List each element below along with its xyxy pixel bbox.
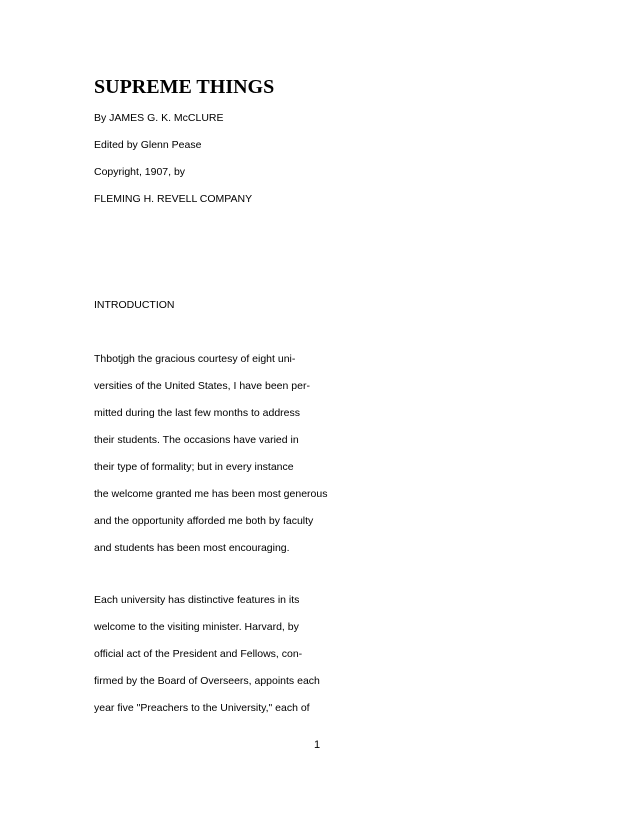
paragraph-line: their students. The occasions have varied in	[94, 434, 299, 446]
section-heading: INTRODUCTION	[94, 299, 175, 311]
paragraph-line: welcome to the visiting minister. Harvard, by	[94, 621, 299, 633]
paragraph-line: year five "Preachers to the University," each of	[94, 702, 310, 714]
publisher-line: FLEMING H. REVELL COMPANY	[94, 193, 253, 205]
editor-credit: Edited by Glenn Pease	[94, 139, 202, 151]
paragraph-line: the welcome granted me has been most generous	[94, 488, 328, 500]
paragraph-line: their type of formality; but in every instance	[94, 461, 294, 473]
document-title: SUPREME THINGS	[94, 76, 275, 98]
paragraph-line: versities of the United States, I have been per-	[94, 380, 310, 392]
paragraph-line: Thbotjgh the gracious courtesy of eight uni-	[94, 353, 296, 365]
paragraph-line: Each university has distinctive features in its	[94, 594, 300, 606]
paragraph-line: firmed by the Board of Overseers, appoints each	[94, 675, 320, 687]
byline: By JAMES G. K. McCLURE	[94, 112, 224, 124]
paragraph-line: official act of the President and Fellows, con-	[94, 648, 303, 660]
paragraph-line: and students has been most encouraging.	[94, 542, 290, 554]
page-number: 1	[314, 739, 321, 751]
copyright-line: Copyright, 1907, by	[94, 166, 186, 178]
paragraph-line: and the opportunity afforded me both by faculty	[94, 515, 314, 527]
paragraph-line: mitted during the last few months to address	[94, 407, 301, 419]
